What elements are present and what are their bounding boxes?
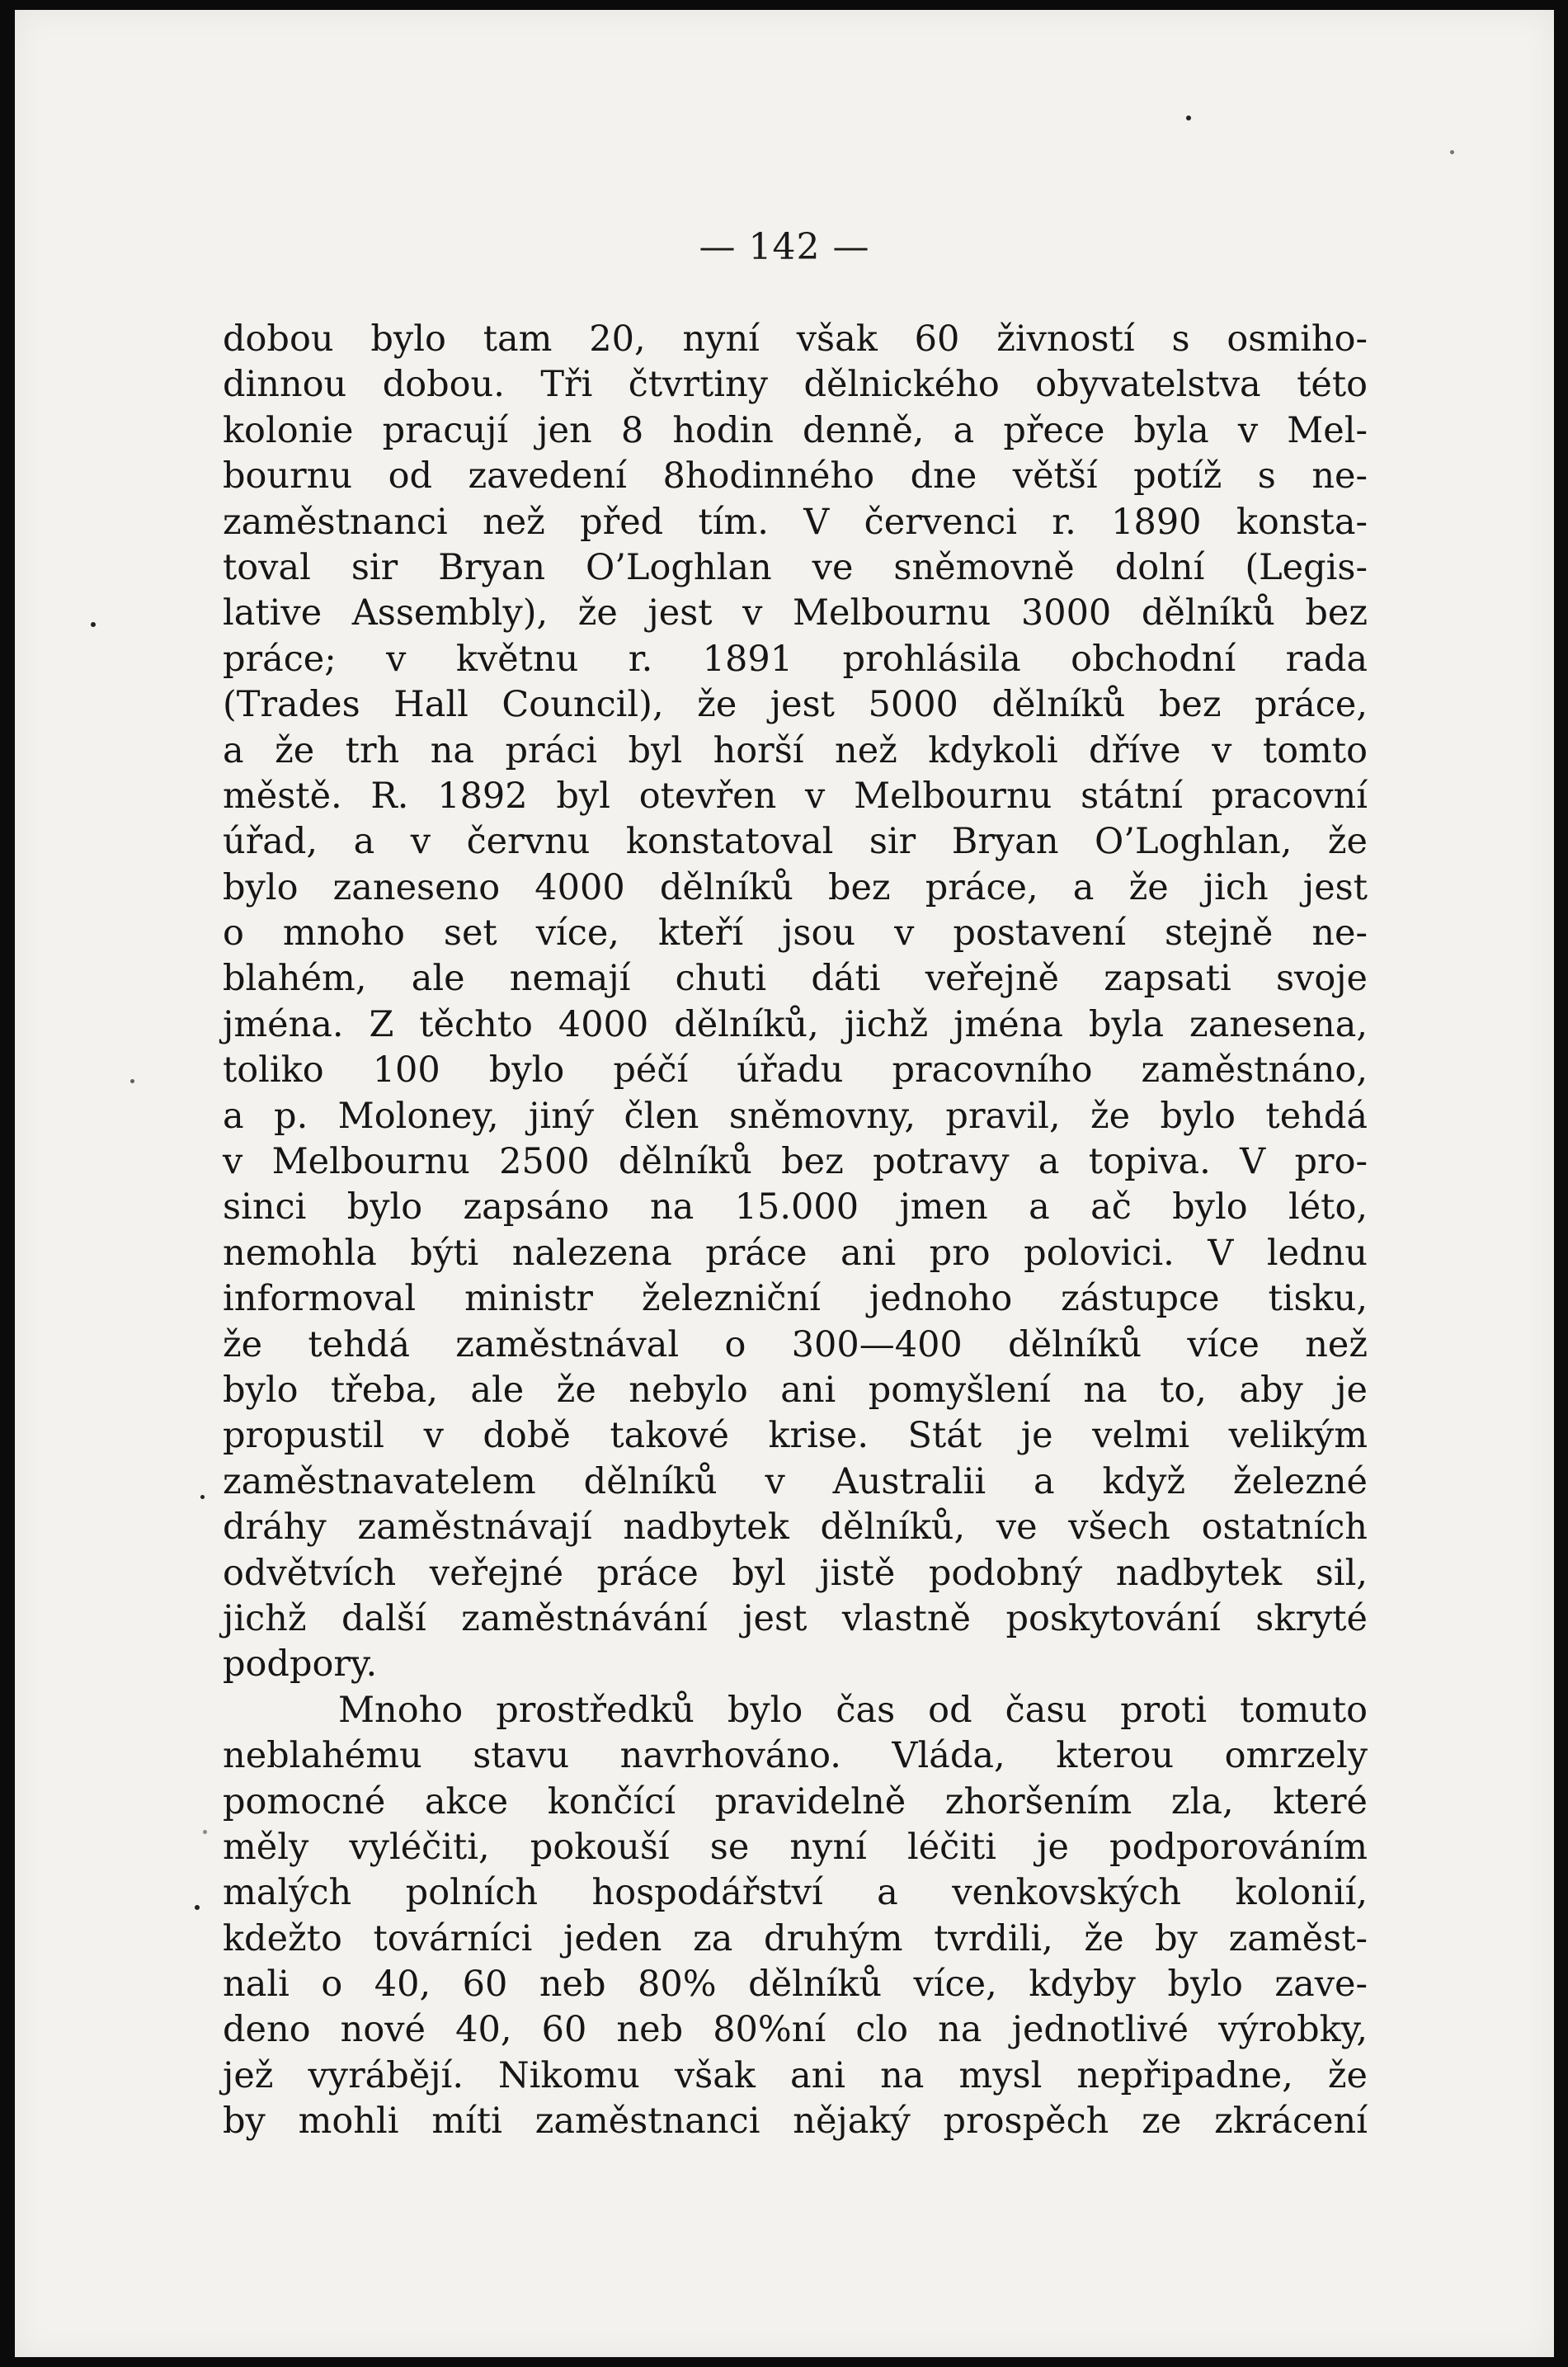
text-line-paragraph-end: podpory.	[223, 1643, 378, 1686]
text-line: lative Assembly), že jest v Melbournu 3000 dělníků bez	[223, 592, 1368, 634]
text-line: jména. Z těchto 4000 dělníků, jichž jména byla zanesena,	[223, 1003, 1368, 1045]
text-line: bournu od zavedení 8hodinného dne větší potíž s ne-	[223, 455, 1368, 497]
text-line: nemohla býti nalezena práce ani pro polovici. V lednu	[223, 1232, 1368, 1274]
text-line: dobou bylo tam 20, nyní však 60 živností s osmiho-	[223, 318, 1368, 360]
text-line: toliko 100 bylo péčí úřadu pracovního zaměstnáno,	[223, 1049, 1368, 1092]
body-text	[223, 317, 1368, 2145]
text-line: sinci bylo zapsáno na 15.000 jmen a ač bylo léto,	[223, 1186, 1368, 1228]
text-line: informoval ministr železniční jednoho zástupce tisku,	[223, 1278, 1368, 1320]
text-line: bylo třeba, ale že nebylo ani pomyšlení na to, aby je	[223, 1369, 1368, 1411]
text-line: toval sir Bryan O’Loghlan ve sněmovně dolní (Legis-	[223, 546, 1368, 588]
scan-speck	[91, 622, 96, 627]
text-line: dráhy zaměstnávají nadbytek dělníků, ve všech ostatních	[223, 1506, 1368, 1549]
text-line: dinnou dobou. Tři čtvrtiny dělnického obyvatelstva této	[223, 364, 1368, 406]
text-line: a že trh na práci byl horší než kdykoli dříve v tomto	[223, 729, 1368, 771]
text-line: měly vyléčiti, pokouší se nyní léčiti je podporováním	[223, 1826, 1368, 1868]
scan-speck	[1186, 116, 1191, 120]
book-page	[15, 10, 1554, 2357]
text-line: zaměstnavatelem dělníků v Australii a když železné	[223, 1460, 1368, 1502]
text-line: pomocné akce končící pravidelně zhoršením zla, které	[223, 1780, 1368, 1822]
text-line: blahém, ale nemají chuti dáti veřejně zapsati svoje	[223, 958, 1368, 1000]
page-number: — 142 —	[699, 226, 870, 268]
text-line: odvětvích veřejné práce byl jistě podobný nadbytek sil,	[223, 1552, 1368, 1594]
scan-speck	[200, 1495, 205, 1499]
text-line: (Trades Hall Council), že jest 5000 dělníků bez práce,	[223, 684, 1368, 726]
text-line: neblahému stavu navrhováno. Vláda, kterou omrzely	[223, 1735, 1368, 1777]
scan-speck	[130, 1079, 134, 1083]
text-line-paragraph-start: Mnoho prostředků bylo čas od času proti tomuto	[338, 1689, 1368, 1731]
scan-speck	[195, 1905, 200, 1910]
text-line: a p. Moloney, jiný člen sněmovny, pravil, že bylo tehdá	[223, 1095, 1368, 1137]
text-line: zaměstnanci než před tím. V červenci r. 1890 konsta-	[223, 501, 1368, 543]
text-line: městě. R. 1892 byl otevřen v Melbournu státní pracovní	[223, 775, 1368, 817]
text-line: propustil v době takové krise. Stát je velmi velikým	[223, 1415, 1368, 1457]
text-line: bylo zaneseno 4000 dělníků bez práce, a že jich jest	[223, 866, 1368, 908]
text-line: kolonie pracují jen 8 hodin denně, a přece byla v Mel-	[223, 409, 1368, 451]
text-line: malých polních hospodářství a venkovských kolonií,	[223, 1872, 1368, 1914]
text-line: jichž další zaměstnávání jest vlastně poskytování skryté	[223, 1597, 1368, 1639]
text-line: by mohli míti zaměstnanci nějaký prospěch ze zkrácení	[223, 2101, 1368, 2143]
text-line: kdežto továrníci jeden za druhým tvrdili, že by zaměst-	[223, 1917, 1368, 1959]
text-line: nali o 40, 60 neb 80% dělníků více, kdyby bylo zave-	[223, 1964, 1368, 2006]
text-line: v Melbournu 2500 dělníků bez potravy a topiva. V pro-	[223, 1141, 1368, 1183]
text-line: úřad, a v červnu konstatoval sir Bryan O’Loghlan, že	[223, 821, 1368, 863]
text-line: práce; v květnu r. 1891 prohlásila obchodní rada	[223, 638, 1368, 680]
scan-speck	[203, 1830, 207, 1834]
scan-speck	[1450, 150, 1454, 154]
text-line: deno nové 40, 60 neb 80%ní clo na jednotlivé výrobky,	[223, 2009, 1368, 2051]
text-line: jež vyrábějí. Nikomu však ani na mysl nepřipadne, že	[223, 2054, 1368, 2096]
text-line: že tehdá zaměstnával o 300—400 dělníků více než	[223, 1323, 1368, 1365]
text-line: o mnoho set více, kteří jsou v postavení stejně ne-	[223, 912, 1368, 955]
